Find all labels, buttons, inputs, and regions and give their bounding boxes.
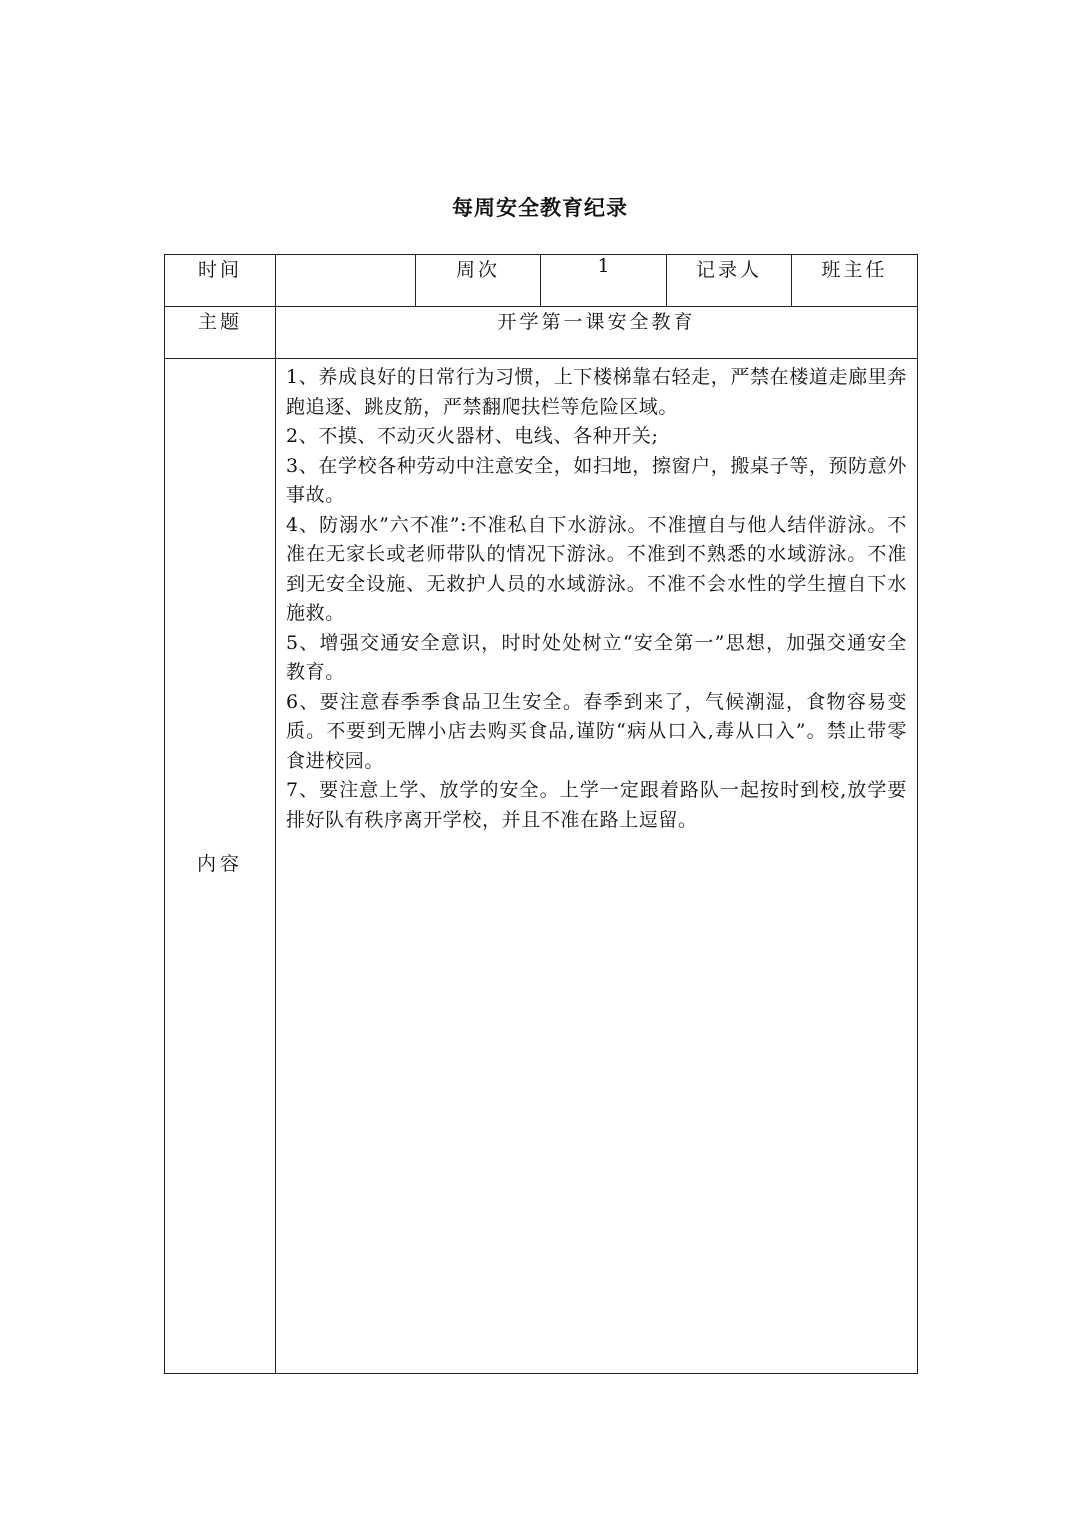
content-row: [165, 359, 918, 1374]
content-item: 6、要注意春季季食品卫生安全。春季到来了，气候潮湿，食物容易变质。不要到无牌小店去购买食品,谨防“病从口入,毒从口入”。禁止带零食进校园。: [286, 690, 907, 772]
content-item: 5、增强交通安全意识，时时处处树立“安全第一”思想，加强交通安全教育。: [286, 631, 907, 683]
recorder-label: 记录人: [667, 255, 792, 307]
content-item: 3、在学校各种劳动中注意安全，如扫地，擦窗户，搬桌子等，预防意外事故。: [286, 454, 907, 506]
content-item: 4、防溺水”六不准”:不准私自下水游泳。不准擅自与他人结伴游泳。不准在无家长或老师带队的情况下游泳。不准到不熟悉的水域游泳。不准到无安全设施、无救护人员的水域游泳。不准不会水性的学生擅自下水施救。: [286, 513, 907, 624]
time-value: [276, 255, 416, 307]
time-label: 时间: [165, 255, 276, 307]
recorder-value: 班主任: [792, 255, 918, 307]
content-item: 1、养成良好的日常行为习惯，上下楼梯靠右轻走，严禁在楼道走廊里奔跑追逐、跳皮筋，严禁翻爬扶栏等危险区域。: [286, 366, 907, 418]
page-title: 每周安全教育纪录: [452, 196, 628, 220]
content-label: 内容: [165, 359, 276, 1374]
content-item: 2、不摸、不动灭火器材、电线、各种开关;: [286, 425, 659, 447]
subject-value: 开学第一课安全教育: [276, 307, 918, 359]
content-body: [276, 359, 918, 1374]
week-label: 周次: [416, 255, 541, 307]
subject-label: 主题: [165, 307, 276, 359]
content-item: 7、要注意上学、放学的安全。上学一定跟着路队一起按时到校,放学要排好队有秩序离开学校，并且不准在路上逗留。: [286, 779, 907, 831]
subject-row: [165, 307, 918, 359]
week-value: 1: [541, 255, 667, 307]
record-table: [164, 254, 918, 1374]
header-row: [165, 255, 918, 307]
